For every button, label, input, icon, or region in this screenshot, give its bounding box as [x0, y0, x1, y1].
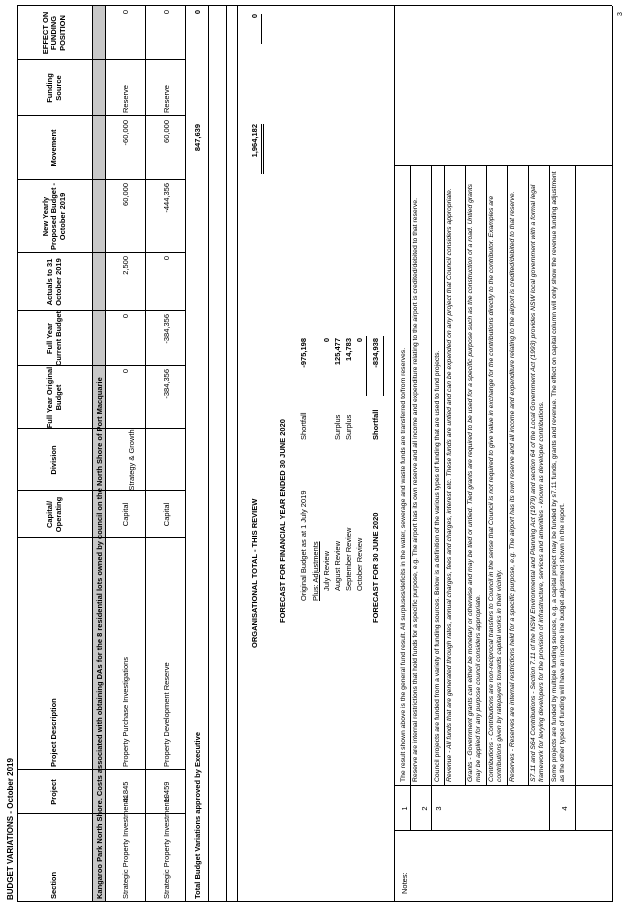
col-header-section: Section	[49, 871, 59, 899]
row1-funding: Reserve	[121, 85, 130, 113]
row2-effect: 0	[162, 10, 171, 15]
col-header-effect: EFFECT ON FUNDING POSITION	[40, 11, 67, 55]
note-divider	[444, 166, 445, 786]
note-divider	[575, 166, 576, 831]
note-divider	[410, 166, 411, 831]
notes-label: Notes:	[400, 872, 409, 894]
group-heading: Kangaroo Park North Shore. Costs associated with obtaining DAs for the 8 residential lots owned by council on the North Shore of Port Macquarie	[95, 377, 104, 899]
note-revenue-text: Revenue - All funds that are generated through rates, annual charges, fees and charges, interest etc. These funds are untied and can be expended on any project that Council considers appropriate.	[446, 188, 453, 782]
exec-total-effect: 0	[193, 10, 202, 15]
row2-proposed: -444,356	[162, 183, 171, 213]
forecast-final-value: -834,938	[371, 338, 380, 368]
row1-capital: Capital	[121, 502, 130, 527]
forecast-august-label: August Review	[333, 540, 342, 591]
note-number: 1	[400, 806, 409, 811]
forecast-original-label: Original Budget as at 1 July 2019	[299, 490, 308, 601]
col-header-division: Division	[49, 445, 59, 475]
org-total-movement: 1,964,182	[250, 124, 259, 158]
row1-actuals: 2,500	[121, 256, 130, 275]
spacer-border	[237, 6, 238, 902]
note-s711-text: S7.11 and S64 Contributions - Section 7.11 of the NSW Environmental and Planning Act (1979) and section 64 of the Local Government Act (1993) provides NSW local government with a formal legal framework for levying developers for the provision of infrastructure, services and amenities - known as developer contributions.	[530, 184, 546, 782]
group-heading-border	[105, 6, 106, 902]
note-divider	[549, 166, 550, 831]
row1-movement: -60,000	[121, 120, 130, 146]
forecast-sum-line	[366, 336, 367, 396]
forecast-august-kind: Surplus	[333, 414, 342, 440]
col-header-funding: Funding Source	[44, 73, 63, 103]
note-divider	[486, 166, 487, 786]
col-header-actuals: Actuals to 31 October 2019	[44, 258, 63, 306]
forecast-final-kind: Shortfall	[371, 409, 380, 440]
note-text: The result shown above is the general fund result. All surpluses/deficits in the water, sewerage and waste funds are transferred to/from reserves.	[400, 347, 407, 782]
note-text: Reserve are internal restrictions that hold funds for a specific purpose, e.g. The airport has its own reserve and all income and expenditure relating to the airport is credited/debited to that reserve.	[412, 198, 419, 782]
row2-actuals: 0	[162, 256, 171, 261]
table-right-border	[17, 5, 612, 6]
forecast-title: FORECAST FOR FINANCIAL YEAR ENDED 30 JUNE 2020	[278, 419, 287, 623]
row2-capital: Capital	[162, 502, 171, 527]
row1-proposed: 60,000	[121, 183, 130, 206]
forecast-september-kind: Surplus	[344, 414, 353, 440]
row1-description: Property Purchase Investigations	[121, 656, 130, 767]
row1-project: 41845	[121, 781, 130, 803]
org-total-double-underline	[263, 124, 264, 174]
note-number: 3	[434, 806, 443, 811]
note-contributions-text: Contributions - Contributions are non-reciprocal transfers to Council in the sense that Council is not required to give value in exchange for the contributions directly to the contributor. Examples are contributions given by ratepayers towards capital works in their vicinity.	[488, 195, 504, 782]
forecast-october-value: 0	[355, 338, 364, 343]
col-header-movement: Movement	[49, 129, 59, 167]
notes-right-divider	[394, 165, 612, 166]
page-number: 3	[617, 12, 624, 16]
note-divider	[465, 166, 466, 786]
exec-total-border	[208, 6, 209, 902]
col-header-project: Project	[49, 779, 59, 805]
note-reserves-text: Reserves - Reserves are internal restrictions held for a specific purpose, e.g. The airport has its own reserve and all income and expenditure relating to the airport is credited/debited to that reserve.	[509, 191, 516, 782]
col-header-original: Full Year Original Budget	[44, 366, 63, 429]
row-divider	[145, 6, 146, 902]
org-total-effect: 0	[250, 14, 259, 19]
col-header-current: Full Year Current Budget	[44, 311, 63, 366]
note-divider	[528, 166, 529, 786]
forecast-adjustments-label: Plus: Adjustments	[311, 541, 320, 601]
forecast-bottom-border	[394, 6, 395, 902]
note-number: 2	[420, 806, 429, 811]
table-bottom-border	[612, 6, 613, 902]
note-number: 4	[560, 806, 569, 811]
division-cell: Strategy & Growth	[127, 429, 136, 491]
note-grants-text: Grants - Government grants can either be monetary or otherwise and may be tied or untied. Tied grants are required to be used for a specific purpose such as the construction of a road. Untied grants may be applied for any purpose council considers appropriate.	[467, 183, 483, 782]
col-header-description: Project Description	[49, 698, 59, 767]
forecast-july-label: July Review	[322, 550, 331, 591]
forecast-july-value: 0	[322, 338, 331, 343]
row1-section: Strategic Property Investments	[121, 796, 130, 899]
org-effect-underline	[261, 14, 262, 44]
table-left-border	[17, 901, 612, 902]
row2-project: 19459	[162, 781, 171, 803]
row2-current: -384,356	[162, 314, 171, 344]
row1-current: 0	[121, 314, 130, 319]
org-total-label: ORGANISATIONAL TOTAL - THIS REVIEW	[250, 498, 259, 648]
row1-original: 0	[121, 369, 130, 374]
forecast-original-value: -975,198	[299, 338, 308, 368]
row2-movement: 60,000	[162, 120, 171, 143]
exec-total-movement: 847,639	[193, 124, 202, 152]
note-text: Council projects are funded from a variety of funding sources. Below is a definition of the various types of funding that are used to fund projects.	[434, 350, 441, 782]
note-text: Some projects are funded by multiple funding sources, e.g. a capital project may be funded by s7.11 funds, grants and revenue. The effect on capital column will only show the revenue funding adjustment as the other types of funding will have an income line budget adjustment shown in the report.	[551, 171, 567, 782]
col-header-proposed: New Yearly Proposed Budget - October 2019	[40, 182, 67, 251]
org-total-underline	[261, 124, 262, 174]
note-divider	[507, 166, 508, 786]
exec-total-label: Total Budget Variations approved by Executive	[193, 732, 202, 899]
rows-bottom-border	[185, 6, 186, 902]
forecast-original-kind: Shortfall	[299, 412, 308, 440]
note-divider	[431, 166, 432, 831]
forecast-october-label: October Review	[355, 537, 364, 591]
row2-funding: Reserve	[162, 85, 171, 113]
col-header-capital: Capital/ Operating	[44, 496, 63, 533]
spacer-border	[226, 6, 227, 902]
forecast-september-label: September Review	[344, 527, 353, 591]
report-title: BUDGET VARIATIONS - October 2019	[6, 758, 15, 900]
row2-section: Strategic Property Investments	[162, 796, 171, 899]
forecast-final-underline	[383, 336, 384, 396]
row2-original: -384,356	[162, 369, 171, 399]
forecast-final-label: FORECAST FOR 30 JUNE 2020	[371, 512, 380, 623]
forecast-august-value: 125,477	[333, 338, 342, 366]
row1-effect: 0	[121, 10, 130, 15]
row2-description: Property Development Reserve	[162, 662, 171, 767]
forecast-september-value: 14,783	[344, 338, 353, 361]
